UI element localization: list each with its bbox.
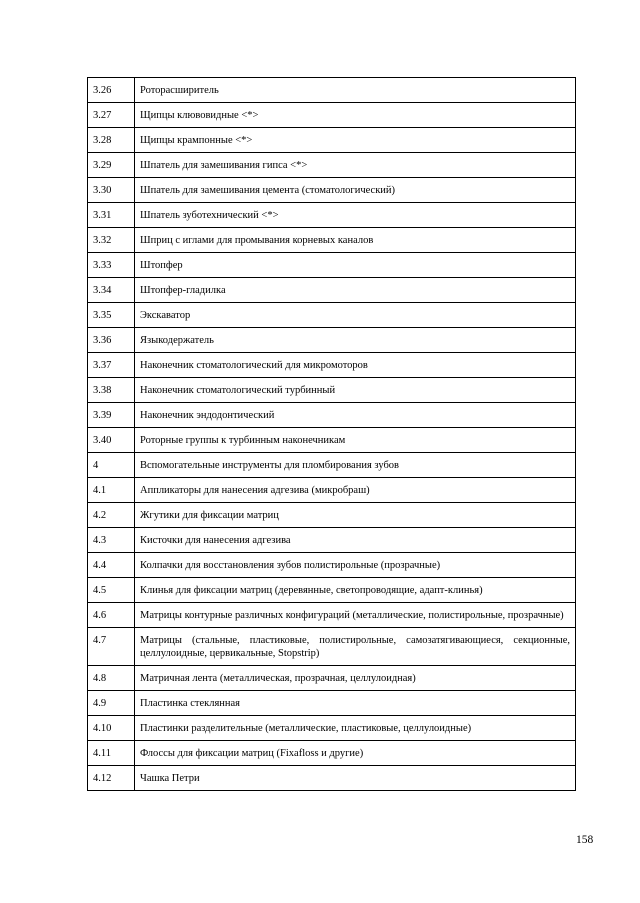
row-number-cell: 4.3 (88, 528, 135, 553)
row-number-cell: 4.2 (88, 503, 135, 528)
row-number-cell: 3.32 (88, 228, 135, 253)
row-number-cell: 3.39 (88, 403, 135, 428)
table-row (88, 578, 576, 603)
table-row (88, 403, 576, 428)
row-description-cell: Шприц с иглами для промывания корневых каналов (135, 228, 576, 253)
table-row (88, 453, 576, 478)
row-number-cell: 4.10 (88, 716, 135, 741)
row-description-cell: Наконечник эндодонтический (135, 403, 576, 428)
row-description-cell: Штопфер (135, 253, 576, 278)
row-description-cell: Шпатель для замешивания цемента (стоматологический) (135, 178, 576, 203)
table-row (88, 528, 576, 553)
row-number-cell: 3.40 (88, 428, 135, 453)
row-description-cell: Роторные группы к турбинным наконечникам (135, 428, 576, 453)
page-number: 158 (576, 834, 594, 846)
row-description-cell: Колпачки для восстановления зубов полистирольные (прозрачные) (135, 553, 576, 578)
table-row (88, 203, 576, 228)
table-row (88, 766, 576, 791)
row-description-cell: Пластинка стеклянная (135, 691, 576, 716)
row-number-cell: 4.7 (88, 628, 135, 666)
row-description-cell: Флоссы для фиксации матриц (Fixafloss и другие) (135, 741, 576, 766)
table-row (88, 253, 576, 278)
instruments-table (87, 77, 576, 791)
table-row (88, 303, 576, 328)
row-description-cell: Матрицы контурные различных конфигураций (металлические, полистирольные, прозрачные) (135, 603, 576, 628)
row-number-cell: 3.27 (88, 103, 135, 128)
table-row (88, 428, 576, 453)
table-row (88, 328, 576, 353)
row-number-cell: 3.28 (88, 128, 135, 153)
row-number-cell: 4.12 (88, 766, 135, 791)
row-description-cell: Наконечник стоматологический турбинный (135, 378, 576, 403)
row-number-cell: 3.30 (88, 178, 135, 203)
row-number-cell: 3.26 (88, 78, 135, 103)
row-number-cell: 4.9 (88, 691, 135, 716)
instruments-table-body (88, 78, 576, 791)
row-description-cell: Языкодержатель (135, 328, 576, 353)
row-number-cell: 4.11 (88, 741, 135, 766)
row-number-cell: 3.38 (88, 378, 135, 403)
row-number-cell: 3.37 (88, 353, 135, 378)
table-row (88, 153, 576, 178)
table-row (88, 666, 576, 691)
row-description-cell: Жгутики для фиксации матриц (135, 503, 576, 528)
table-row (88, 628, 576, 666)
table-row (88, 503, 576, 528)
row-description-cell: Экскаватор (135, 303, 576, 328)
row-description-cell: Шпатель для замешивания гипса <*> (135, 153, 576, 178)
table-row (88, 278, 576, 303)
table-row (88, 103, 576, 128)
table-row (88, 353, 576, 378)
row-description-cell: Щипцы крампонные <*> (135, 128, 576, 153)
row-number-cell: 4.6 (88, 603, 135, 628)
row-number-cell: 3.36 (88, 328, 135, 353)
table-row (88, 228, 576, 253)
row-description-cell: Чашка Петри (135, 766, 576, 791)
row-number-cell: 3.34 (88, 278, 135, 303)
table-row (88, 378, 576, 403)
table-row (88, 553, 576, 578)
row-description-cell: Аппликаторы для нанесения адгезива (микробраш) (135, 478, 576, 503)
table-row (88, 78, 576, 103)
table-row (88, 716, 576, 741)
table-row (88, 691, 576, 716)
table-row (88, 178, 576, 203)
row-number-cell: 3.31 (88, 203, 135, 228)
table-row (88, 128, 576, 153)
row-description-cell: Кисточки для нанесения адгезива (135, 528, 576, 553)
row-number-cell: 4.1 (88, 478, 135, 503)
row-number-cell: 4.5 (88, 578, 135, 603)
row-description-cell: Штопфер-гладилка (135, 278, 576, 303)
row-description-cell: Вспомогательные инструменты для пломбирования зубов (135, 453, 576, 478)
table-row (88, 478, 576, 503)
row-number-cell: 4 (88, 453, 135, 478)
row-description-cell: Шпатель зуботехнический <*> (135, 203, 576, 228)
row-description-cell: Пластинки разделительные (металлические, пластиковые, целлулоидные) (135, 716, 576, 741)
table-row (88, 603, 576, 628)
row-description-cell: Матричная лента (металлическая, прозрачная, целлулоидная) (135, 666, 576, 691)
row-number-cell: 4.4 (88, 553, 135, 578)
row-description-cell: Роторасширитель (135, 78, 576, 103)
row-number-cell: 4.8 (88, 666, 135, 691)
row-number-cell: 3.35 (88, 303, 135, 328)
row-description-cell: Матрицы (стальные, пластиковые, полистирольные, самозатягивающиеся, секционные, целлулоидные, цервикальные, Stopstrip) (135, 628, 576, 666)
table-row (88, 741, 576, 766)
row-description-cell: Клинья для фиксации матриц (деревянные, светопроводящие, адапт-клинья) (135, 578, 576, 603)
row-number-cell: 3.33 (88, 253, 135, 278)
row-description-cell: Наконечник стоматологический для микромоторов (135, 353, 576, 378)
row-description-cell: Щипцы клювовидные <*> (135, 103, 576, 128)
row-number-cell: 3.29 (88, 153, 135, 178)
